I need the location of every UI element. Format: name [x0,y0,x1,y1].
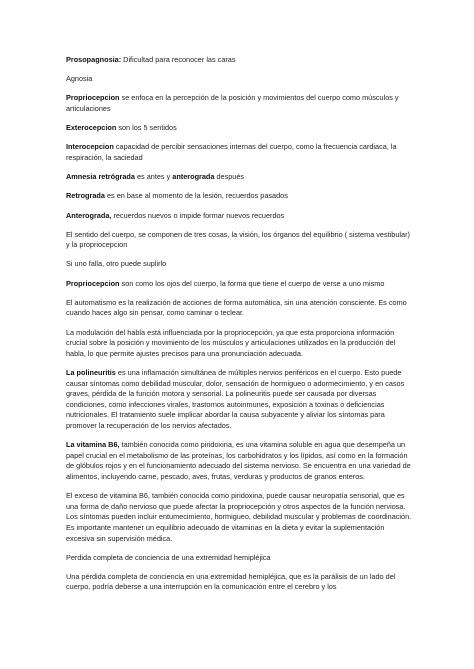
paragraph [66,328,414,360]
paragraph [66,230,414,251]
paragraph-text: Agnosia [66,74,93,84]
paragraph-text: después [214,172,245,182]
paragraph-text: El automatismo es la realización de acciones de forma automática, sin una atención consciente. Es como cuando haces algo sin pensar, como caminar o teclear. [66,297,407,318]
paragraph-text: El exceso de vitamina B6, también conocida como piridoxina, puede causar neuropatía sensorial, que es una forma de daño nervioso que puede afectar la propriocepción y otros aspectos de la función nerviosa. Los síntomas pueden incluir entumecimiento, hormigueo, debilidad muscular y problemas de coordinación. Es importante mantener un equilibrio adecuado de vitaminas en la dieta y evitar la suplementación excesiva sin supervisión médica. [66,491,412,543]
document-body [66,55,414,602]
paragraph-text: son como los ojos del cuerpo, la forma que tiene el cuerpo de verse a uno mismo [119,278,385,288]
paragraph [66,74,414,85]
paragraph [66,191,414,202]
paragraph-term: La polineuritis [66,368,116,377]
paragraph-text: Una pérdida completa de conciencia en una extremidad hemipléjica, que es la parálisis de un lado del cuerpo, podría deberse a una interrupción en la comunicación entre el cerebro y los [66,571,396,592]
paragraph-term: Propriocepcion [66,93,120,103]
paragraph [66,298,414,319]
paragraph-text: La modulación del habla está influenciada por la propriocepción, ya que esta proporciona información crucial sobre la posición y movimiento de los músculos y articulaciones utilizados en la producción del habla, lo que permite ajustes precisos para una pronunciación adecuada. [66,327,396,358]
paragraph-term: anterograda [172,172,215,182]
paragraph [66,259,414,270]
paragraph [66,142,414,163]
paragraph-text: es en base al momento de la lesión, recuerdos pasados [104,191,288,201]
paragraph [66,440,414,482]
paragraph-term: Prosopagnosia: [66,55,122,64]
paragraph-text: capacidad de percibir sensaciones internas del cuerpo, como la frecuencia cardiaca, la respiración, la saciedad [66,142,397,162]
paragraph-term: Retrograda [66,191,105,201]
paragraph-text: recuerdos nuevos o impide formar nuevos recuerdos [111,210,285,220]
paragraph-text: también conocida como piridoxina, es una vitamina soluble en agua que desempeña un papel crucial en el metabolismo de las proteínas, los carbohidratos y los lípidos, así como en la formación de glóbulos rojos y en el funcionamiento adecuado del sistema nervioso. Se encuentra en una variedad de alimentos, incluyendo carne, pescado, aves, frutas, verduras y productos de granos enteros. [66,440,411,481]
paragraph [66,368,414,432]
paragraph-term: Interocepcion [66,142,114,152]
paragraph [66,572,414,593]
paragraph [66,123,414,134]
paragraph-term: La vitamina B6, [66,440,120,450]
paragraph [66,93,414,114]
paragraph-text: Dificultad para reconocer las caras [121,55,236,64]
paragraph-text: se enfoca en la percepción de la posición y movimientos del cuerpo como músculos y articulaciones [66,93,399,113]
paragraph-text: es antes y [134,172,173,182]
paragraph-term: Propriocepcion [66,278,120,288]
paragraph [66,211,414,222]
paragraph [66,491,414,544]
paragraph [66,172,414,183]
paragraph-text: Si uno falla, otro puede suplirlo [66,259,167,269]
paragraph-term: Exterocepcion [66,123,117,133]
paragraph-term: Anterograda, [66,210,112,220]
paragraph-text: es una inflamación simultánea de múltiples nervios periféricos en el cuerpo. Esto puede causar síntomas como debilidad muscular, dolor, sensación de hormigueo o adormecimiento, y en casos graves, pérdida de la función motora y sensorial. La polineuritis puede ser causada por diversas condiciones, como infecciones virales, trastornos autoinmunes, exposición a toxinas o deficiencias nutricionales. El tratamiento suele implicar abordar la causa subyacente y aliviar los síntomas para promover la recuperación de los nervios afectados. [66,368,405,430]
paragraph-text: Perdida completa de conciencia de una extremidad hemipléjica [66,552,271,562]
paragraph [66,553,414,564]
paragraph [66,279,414,290]
paragraph [66,55,414,66]
paragraph-term: Amnesia retrógrada [66,172,135,182]
paragraph-text: son los 5 sentidos [116,123,177,133]
paragraph-text: El sentido del cuerpo, se componen de tres cosas, la visión, los órganos del equilibrio ( sistema vestibular) y la propriocepcion [66,229,410,250]
